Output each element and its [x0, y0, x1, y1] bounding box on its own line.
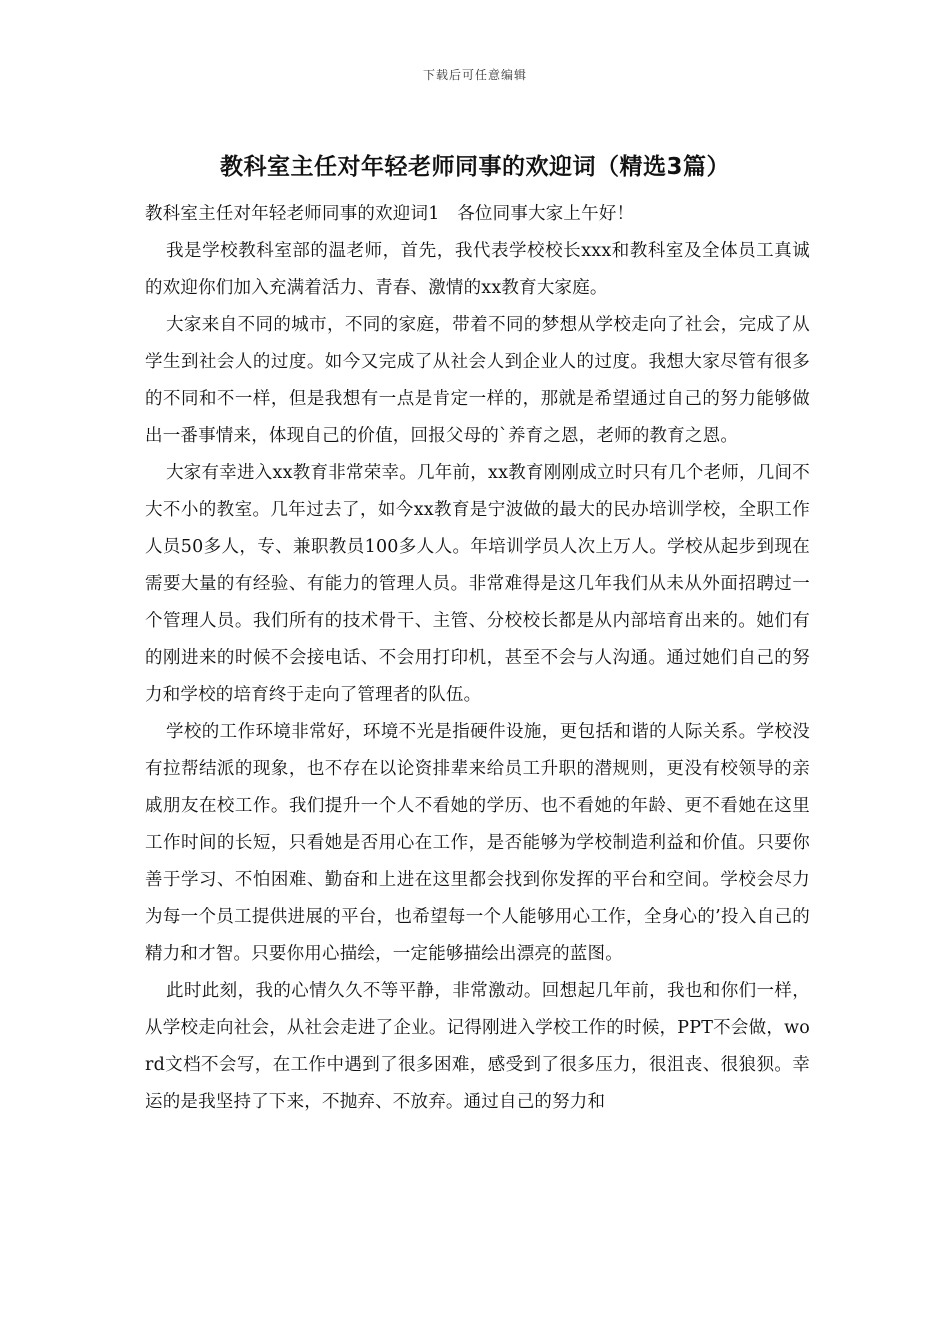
header-note: 下载后可任意编辑 [422, 68, 527, 82]
paragraph: 此时此刻，我的心情久久不等平静，非常激动。回想起几年前，我也和你们一样，从学校走向社会，从社会走进了企业。记得刚进入学校工作的时候，PPT不会做，word文档不会写，在工作中遇到了很多困难，感受到了很多压力，很沮丧、很狼狈。幸运的是我坚持了下来，不抛弃、不放弃。通过自己的努力和 [145, 981, 810, 1112]
document-body [145, 196, 810, 1121]
paragraph: 我是学校教科室部的温老师，首先，我代表学校校长xxx和教科室及全体员工真诚的欢迎你们加入充满着活力、青春、激情的xx教育大家庭。 [145, 241, 810, 298]
paragraph: 学校的工作环境非常好，环境不光是指硬件设施，更包括和谐的人际关系。学校没有拉帮结派的现象，也不存在以论资排辈来给员工升职的潜规则，更没有校领导的亲戚朋友在校工作。我们提升一个人不看她的学历、也不看她的年龄、更不看她在这里工作时间的长短，只看她是否用心在工作，是否能够为学校制造利益和价值。只要你善于学习、不怕困难、勤奋和上进在这里都会找到你发挥的平台和空间。学校会尽力为每一个员工提供进展的平台，也希望每一个人能够用心工作，全身心的’投入自己的精力和才智。只要你用心描绘，一定能够描绘出漂亮的蓝图。 [145, 722, 810, 964]
document-title: 教科室主任对年轻老师同事的欢迎词（精选3篇） [219, 154, 730, 180]
paragraph: 大家有幸进入xx教育非常荣幸。几年前，xx教育刚刚成立时只有几个老师，几间不大不小的教室。几年过去了，如今xx教育是宁波做的最大的民办培训学校，全职工作人员50多人，专、兼职教员100多人人。年培训学员人次上万人。学校从起步到现在需要大量的有经验、有能力的管理人员。非常难得是这几年我们从未从外面招聘过一个管理人员。我们所有的技术骨干、主管、分校校长都是从内部培育出来的。她们有的刚进来的时候不会接电话、不会用打印机，甚至不会与人沟通。通过她们自己的努力和学校的培育终于走向了管理者的队伍。 [145, 463, 810, 705]
paragraph: 大家来自不同的城市，不同的家庭，带着不同的梦想从学校走向了社会，完成了从学生到社会人的过度。如今又完成了从社会人到企业人的过度。我想大家尽管有很多的不同和不一样，但是我想有一点是肯定一样的，那就是希望通过自己的努力能够做出一番事情来，体现自己的价值，回报父母的`养育之恩，老师的教育之恩。 [145, 315, 810, 446]
paragraph-intro: 教科室主任对年轻老师同事的欢迎词1 各位同事大家上午好！ [145, 204, 635, 224]
